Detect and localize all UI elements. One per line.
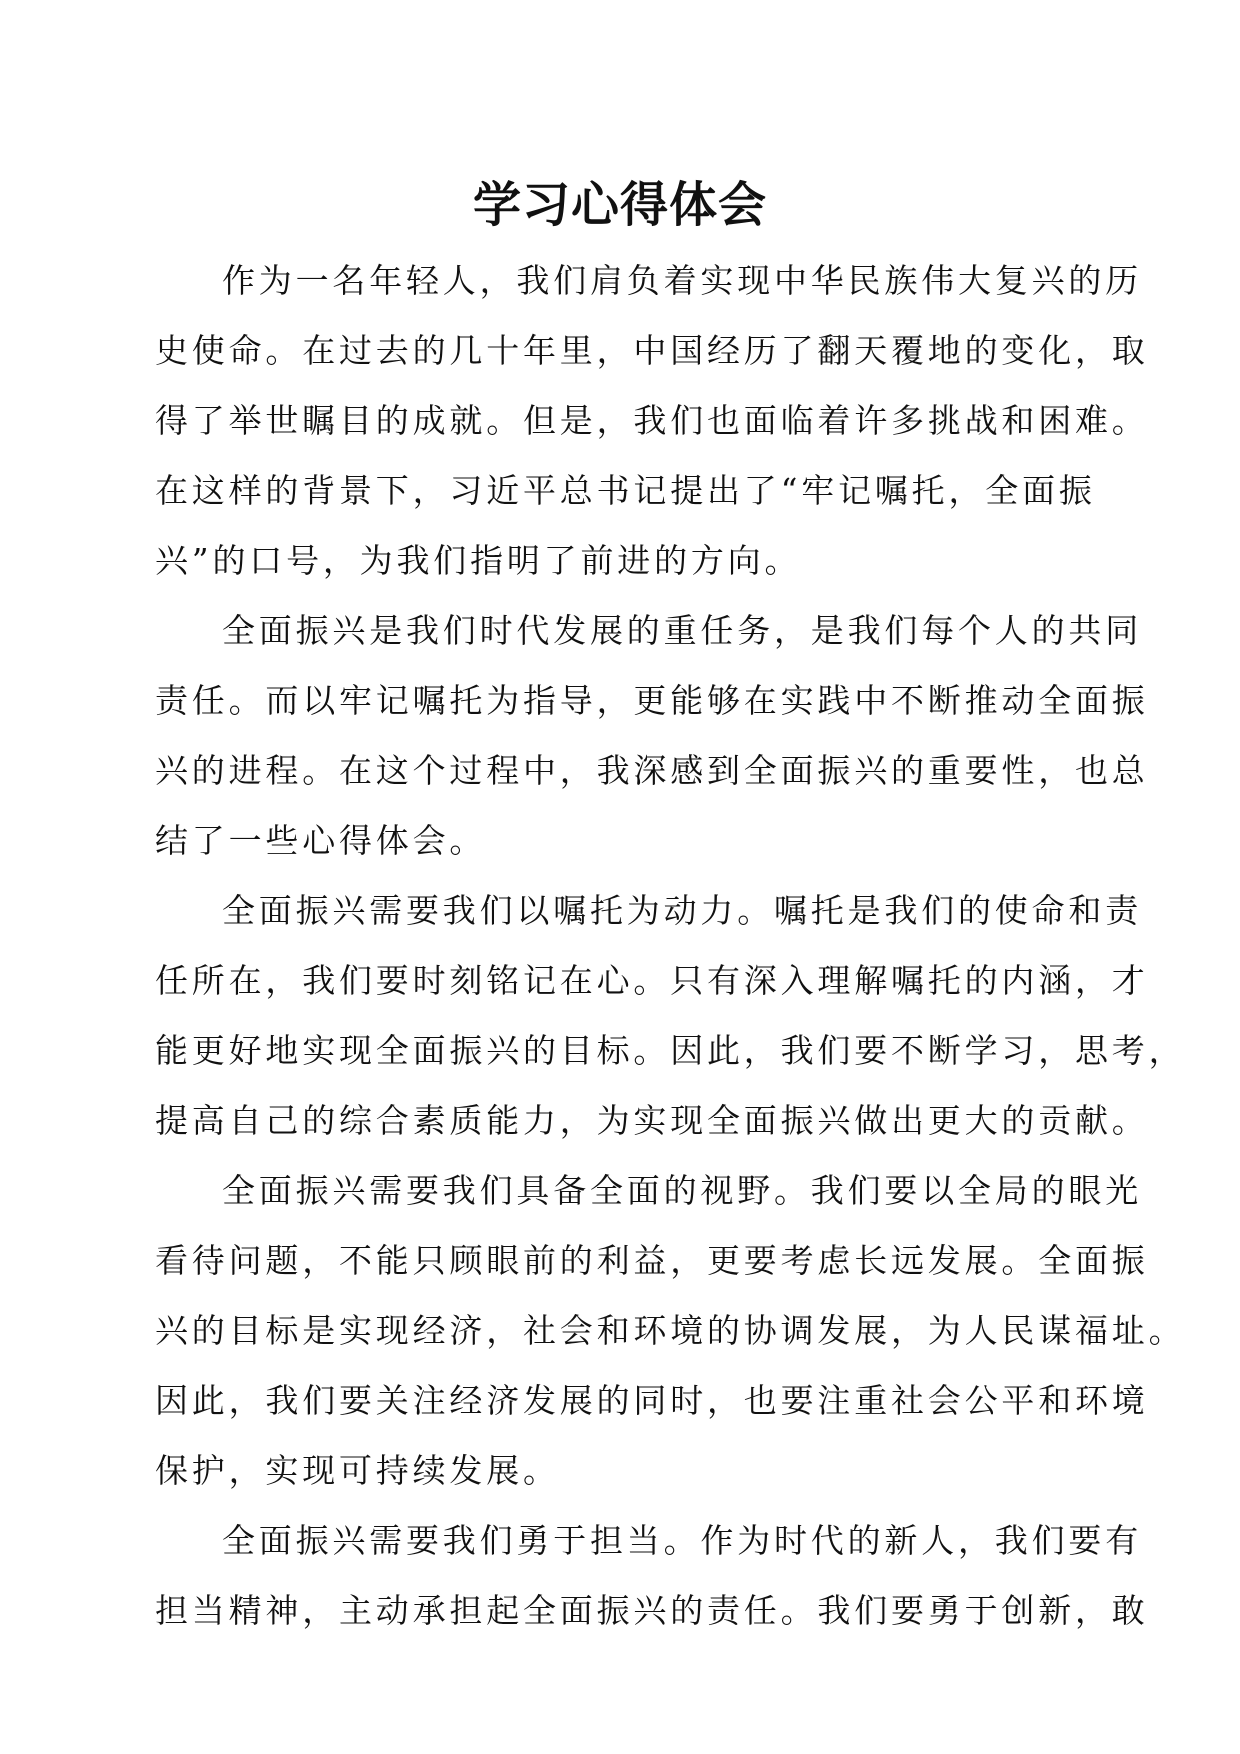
text-line: 兴的目标是实现经济，社会和环境的协调发展，为人民谋福址。 [155,1311,1186,1350]
text-line: 结了一些心得体会。 [155,821,487,860]
paragraph-2 [155,596,1149,876]
document-body [155,246,1186,1646]
text-line: 全面振兴需要我们以嘱托为动力。嘱托是我们的使命和责 [222,891,1142,930]
document-title: 学习心得体会 [472,177,767,233]
paragraph-4 [155,1156,1186,1506]
text-line: 兴”的口号，为我们指明了前进的方向。 [155,541,802,580]
text-line: 史使命。在过去的几十年里，中国经历了翻天覆地的变化，取 [155,331,1149,370]
paragraph-3 [155,876,1186,1156]
text-line: 全面振兴是我们时代发展的重任务，是我们每个人的共同 [222,611,1142,650]
text-line: 担当精神，主动承担起全面振兴的责任。我们要勇于创新，敢 [155,1591,1149,1630]
text-line: 兴的进程。在这个过程中，我深感到全面振兴的重要性，也总 [155,751,1149,790]
text-line: 全面振兴需要我们具备全面的视野。我们要以全局的眼光 [222,1171,1142,1210]
paragraph-5 [155,1506,1149,1646]
text-line: 能更好地实现全面振兴的目标。因此，我们要不断学习，思考， [155,1031,1186,1070]
text-line: 全面振兴需要我们勇于担当。作为时代的新人，我们要有 [222,1521,1142,1560]
text-line: 提高自己的综合素质能力，为实现全面振兴做出更大的贡献。 [155,1101,1149,1140]
text-line: 在这样的背景下，习近平总书记提出了“牢记嘱托，全面振 [155,471,1096,510]
text-line: 作为一名年轻人，我们肩负着实现中华民族伟大复兴的历 [222,261,1142,300]
text-line: 责任。而以牢记嘱托为指导，更能够在实践中不断推动全面振 [155,681,1149,720]
paragraph-1 [155,246,1149,596]
text-line: 保护，实现可持续发展。 [155,1451,560,1490]
text-line: 得了举世瞩目的成就。但是，我们也面临着许多挑战和困难。 [155,401,1149,440]
text-line: 看待问题，不能只顾眼前的利益，更要考虑长远发展。全面振 [155,1241,1149,1280]
text-line: 因此，我们要关注经济发展的同时，也要注重社会公平和环境 [155,1381,1149,1420]
text-line: 任所在，我们要时刻铭记在心。只有深入理解嘱托的内涵，才 [155,961,1149,1000]
